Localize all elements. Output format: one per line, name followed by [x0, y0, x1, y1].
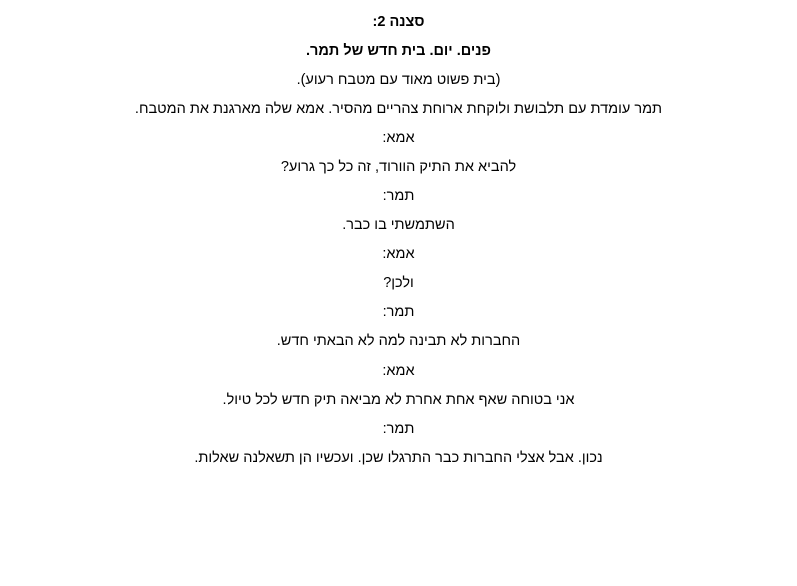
speaker-name: תמר:: [382, 188, 415, 204]
speaker-name: תמר:: [382, 421, 415, 437]
dialogue-line: החברות לא תבינה למה לא הבאתי חדש.: [276, 333, 521, 349]
parenthetical: (בית פשוט מאוד עם מטבח רעוע).: [296, 72, 501, 88]
speaker-name: אמא:: [382, 363, 415, 379]
scene-heading: סצנה 2:: [372, 14, 425, 30]
dialogue-line: נכון. אבל אצלי החברות כבר התרגלו שכן. ועכשיו הן תשאלנה שאלות.: [194, 450, 603, 466]
dialogue-line: השתמשתי בו כבר.: [342, 217, 455, 233]
speaker-name: אמא:: [382, 130, 415, 146]
speaker-name: תמר:: [382, 304, 415, 320]
dialogue-line: להביא את התיק הוורוד, זה כל כך גרוע?: [280, 159, 517, 175]
slugline: פנים. יום. בית חדש של תמר.: [306, 43, 491, 59]
dialogue-line: ולכן?: [383, 275, 414, 291]
action-line: תמר עומדת עם תלבושת ולוקחת ארוחת צהריים מהסיר. אמא שלה מארגנת את המטבח.: [134, 101, 663, 117]
speaker-name: אמא:: [382, 246, 415, 262]
dialogue-line: אני בטוחה שאף אחת אחרת לא מביאה תיק חדש לכל טיול.: [222, 392, 575, 408]
